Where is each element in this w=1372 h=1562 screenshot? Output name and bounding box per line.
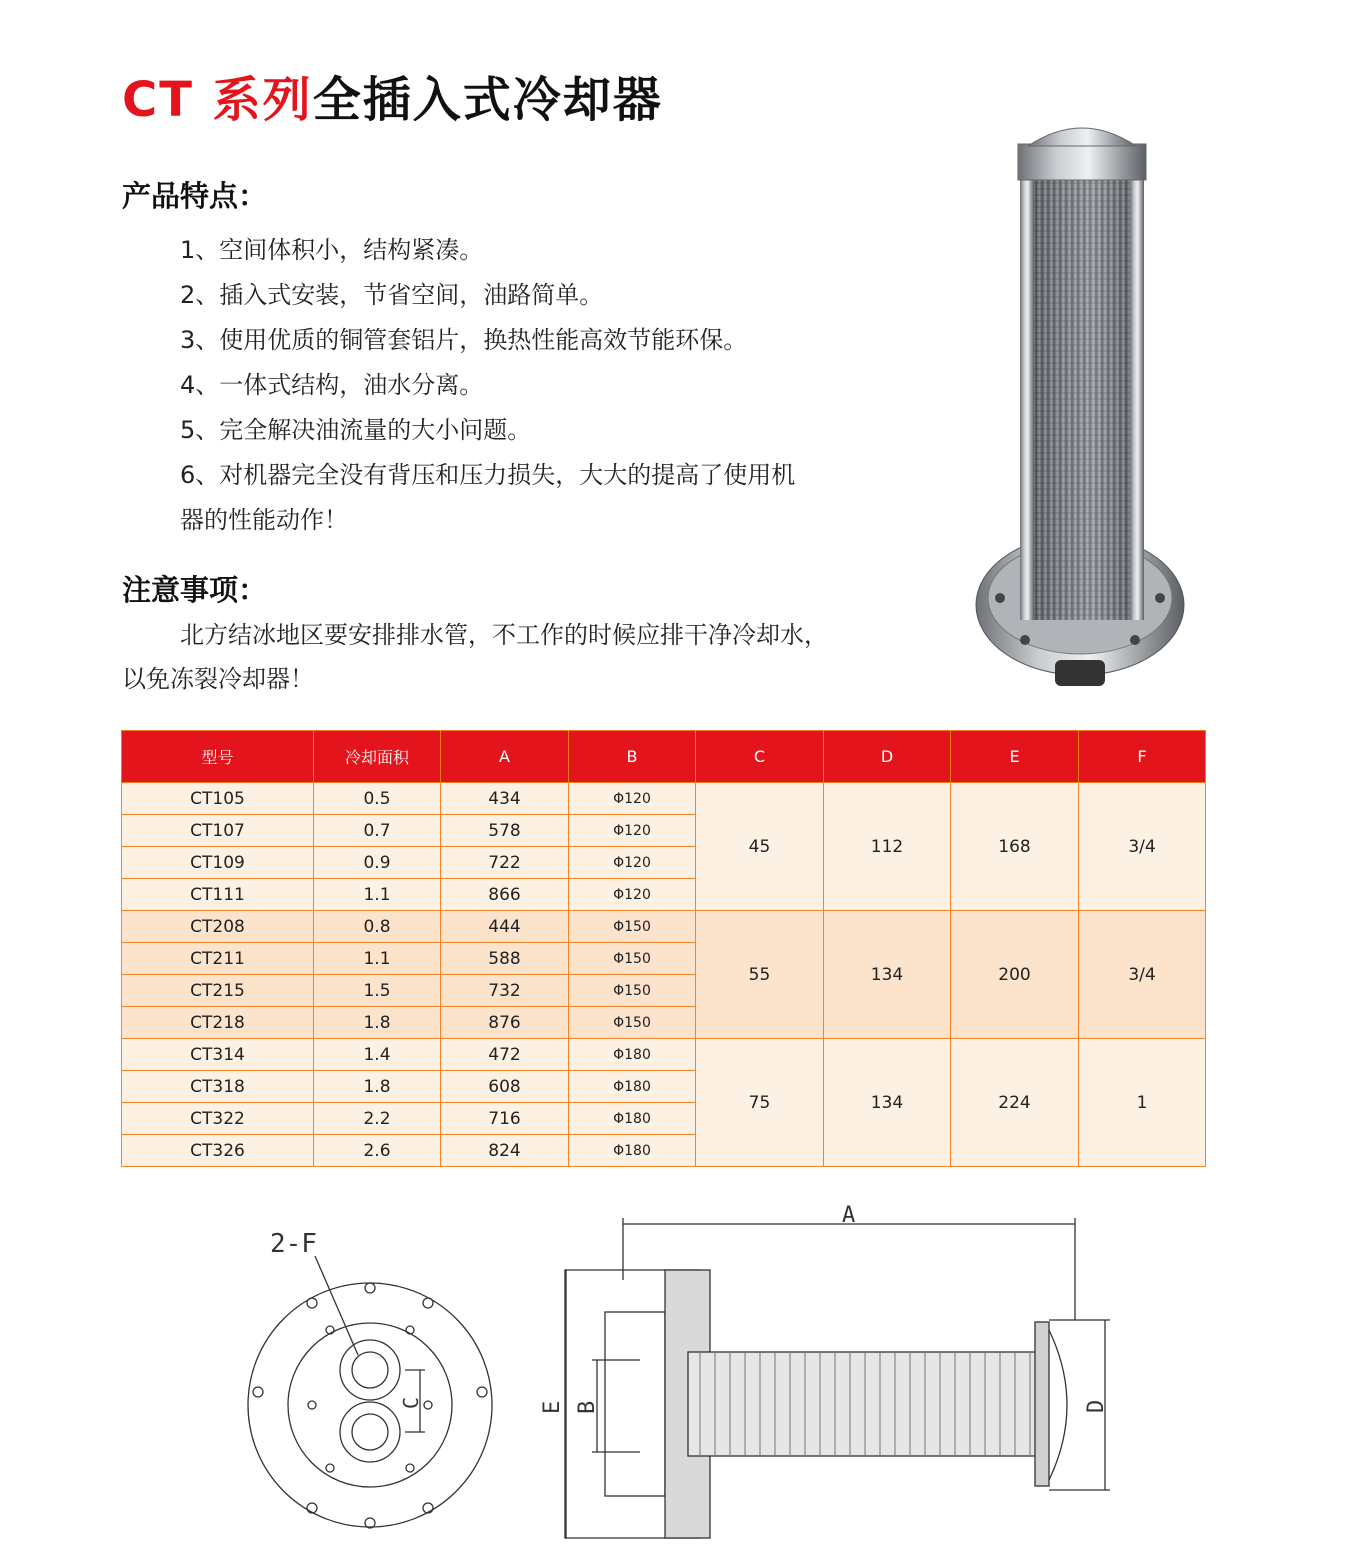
cell-area: 2.6 [314,1135,441,1167]
col-header-c: C [696,731,824,783]
features-list [180,228,900,543]
cell-area: 0.7 [314,815,441,847]
title-product: 全插入式冷却器 [312,72,663,128]
feature-item-1: 1、空间体积小，结构紧凑。 [180,236,484,264]
cell-a: 866 [441,879,569,911]
cell-area: 2.2 [314,1103,441,1135]
cell-area: 0.8 [314,911,441,943]
cell-a: 824 [441,1135,569,1167]
cell-e: 200 [951,911,1079,1039]
cell-b: Φ180 [569,1039,696,1071]
notes-heading: 注意事项： [122,573,268,607]
cell-b: Φ120 [569,815,696,847]
feature-item-4: 4、一体式结构，油水分离。 [180,371,484,399]
label-dim-c: C [399,1396,423,1409]
front-view-drawing [248,1256,492,1528]
title-series: CT 系列 [122,72,313,128]
cell-area: 0.5 [314,783,441,815]
cell-model: CT215 [122,975,314,1007]
label-dim-a: A [842,1203,856,1228]
cell-b: Φ180 [569,1103,696,1135]
cell-a: 876 [441,1007,569,1039]
col-header-model: 型号 [122,731,314,783]
table-row [122,1039,1206,1071]
cell-model: CT314 [122,1039,314,1071]
table-row [122,783,1206,815]
cell-f: 3/4 [1079,911,1206,1039]
page-title [122,68,663,132]
cell-a: 608 [441,1071,569,1103]
cell-a: 722 [441,847,569,879]
cell-a: 732 [441,975,569,1007]
product-photo [970,120,1190,695]
col-header-b: B [569,731,696,783]
cell-model: CT208 [122,911,314,943]
cell-model: CT105 [122,783,314,815]
cell-model: CT318 [122,1071,314,1103]
cell-model: CT326 [122,1135,314,1167]
cell-model: CT107 [122,815,314,847]
cell-a: 578 [441,815,569,847]
cell-d: 134 [824,1039,951,1167]
cell-model: CT322 [122,1103,314,1135]
col-header-a: A [441,731,569,783]
cell-d: 134 [824,911,951,1039]
cell-b: Φ120 [569,847,696,879]
side-view-drawing [565,1218,1110,1538]
table-row [122,911,1206,943]
cell-a: 434 [441,783,569,815]
cell-area: 1.1 [314,943,441,975]
note-line-2: 以免冻裂冷却器！ [122,665,314,693]
cell-b: Φ150 [569,975,696,1007]
cell-b: Φ150 [569,911,696,943]
col-header-e: E [951,731,1079,783]
cell-area: 1.1 [314,879,441,911]
col-header-f: F [1079,731,1206,783]
cell-a: 472 [441,1039,569,1071]
cell-c: 75 [696,1039,824,1167]
cell-f: 1 [1079,1039,1206,1167]
cell-area: 1.5 [314,975,441,1007]
cell-area: 0.9 [314,847,441,879]
cell-area: 1.8 [314,1007,441,1039]
cell-model: CT218 [122,1007,314,1039]
feature-item-3: 3、使用优质的铜管套铝片，换热性能高效节能环保。 [180,326,748,354]
cell-model: CT211 [122,943,314,975]
feature-item-5: 5、完全解决油流量的大小问题。 [180,416,532,444]
notes-text [122,613,912,701]
technical-drawings [0,1190,1372,1562]
cell-a: 444 [441,911,569,943]
cell-c: 55 [696,911,824,1039]
col-header-d: D [824,731,951,783]
cell-b: Φ180 [569,1071,696,1103]
cell-b: Φ120 [569,783,696,815]
label-dim-b: B [575,1400,600,1414]
table-header-row [122,731,1206,783]
cell-e: 168 [951,783,1079,911]
spec-table [121,730,1206,1167]
cell-b: Φ150 [569,943,696,975]
cell-b: Φ180 [569,1135,696,1167]
label-dim-d: D [1084,1399,1109,1413]
cell-d: 112 [824,783,951,911]
feature-item-2: 2、插入式安装，节省空间，油路简单。 [180,281,604,309]
cell-c: 45 [696,783,824,911]
cell-b: Φ120 [569,879,696,911]
col-header-area: 冷却面积 [314,731,441,783]
cell-a: 716 [441,1103,569,1135]
cell-f: 3/4 [1079,783,1206,911]
feature-item-6: 6、对机器完全没有背压和压力损失，大大的提高了使用机 [180,461,796,489]
cell-model: CT111 [122,879,314,911]
cell-area: 1.8 [314,1071,441,1103]
cell-b: Φ150 [569,1007,696,1039]
cell-a: 588 [441,943,569,975]
label-2f: 2-F [270,1229,317,1259]
cell-model: CT109 [122,847,314,879]
label-dim-e: E [540,1400,565,1414]
note-line-1: 北方结冰地区要安排排水管，不工作的时候应排干净冷却水， [180,621,828,649]
feature-item-6-cont: 器的性能动作！ [180,506,348,534]
cell-area: 1.4 [314,1039,441,1071]
features-heading: 产品特点： [122,179,268,213]
cell-e: 224 [951,1039,1079,1167]
